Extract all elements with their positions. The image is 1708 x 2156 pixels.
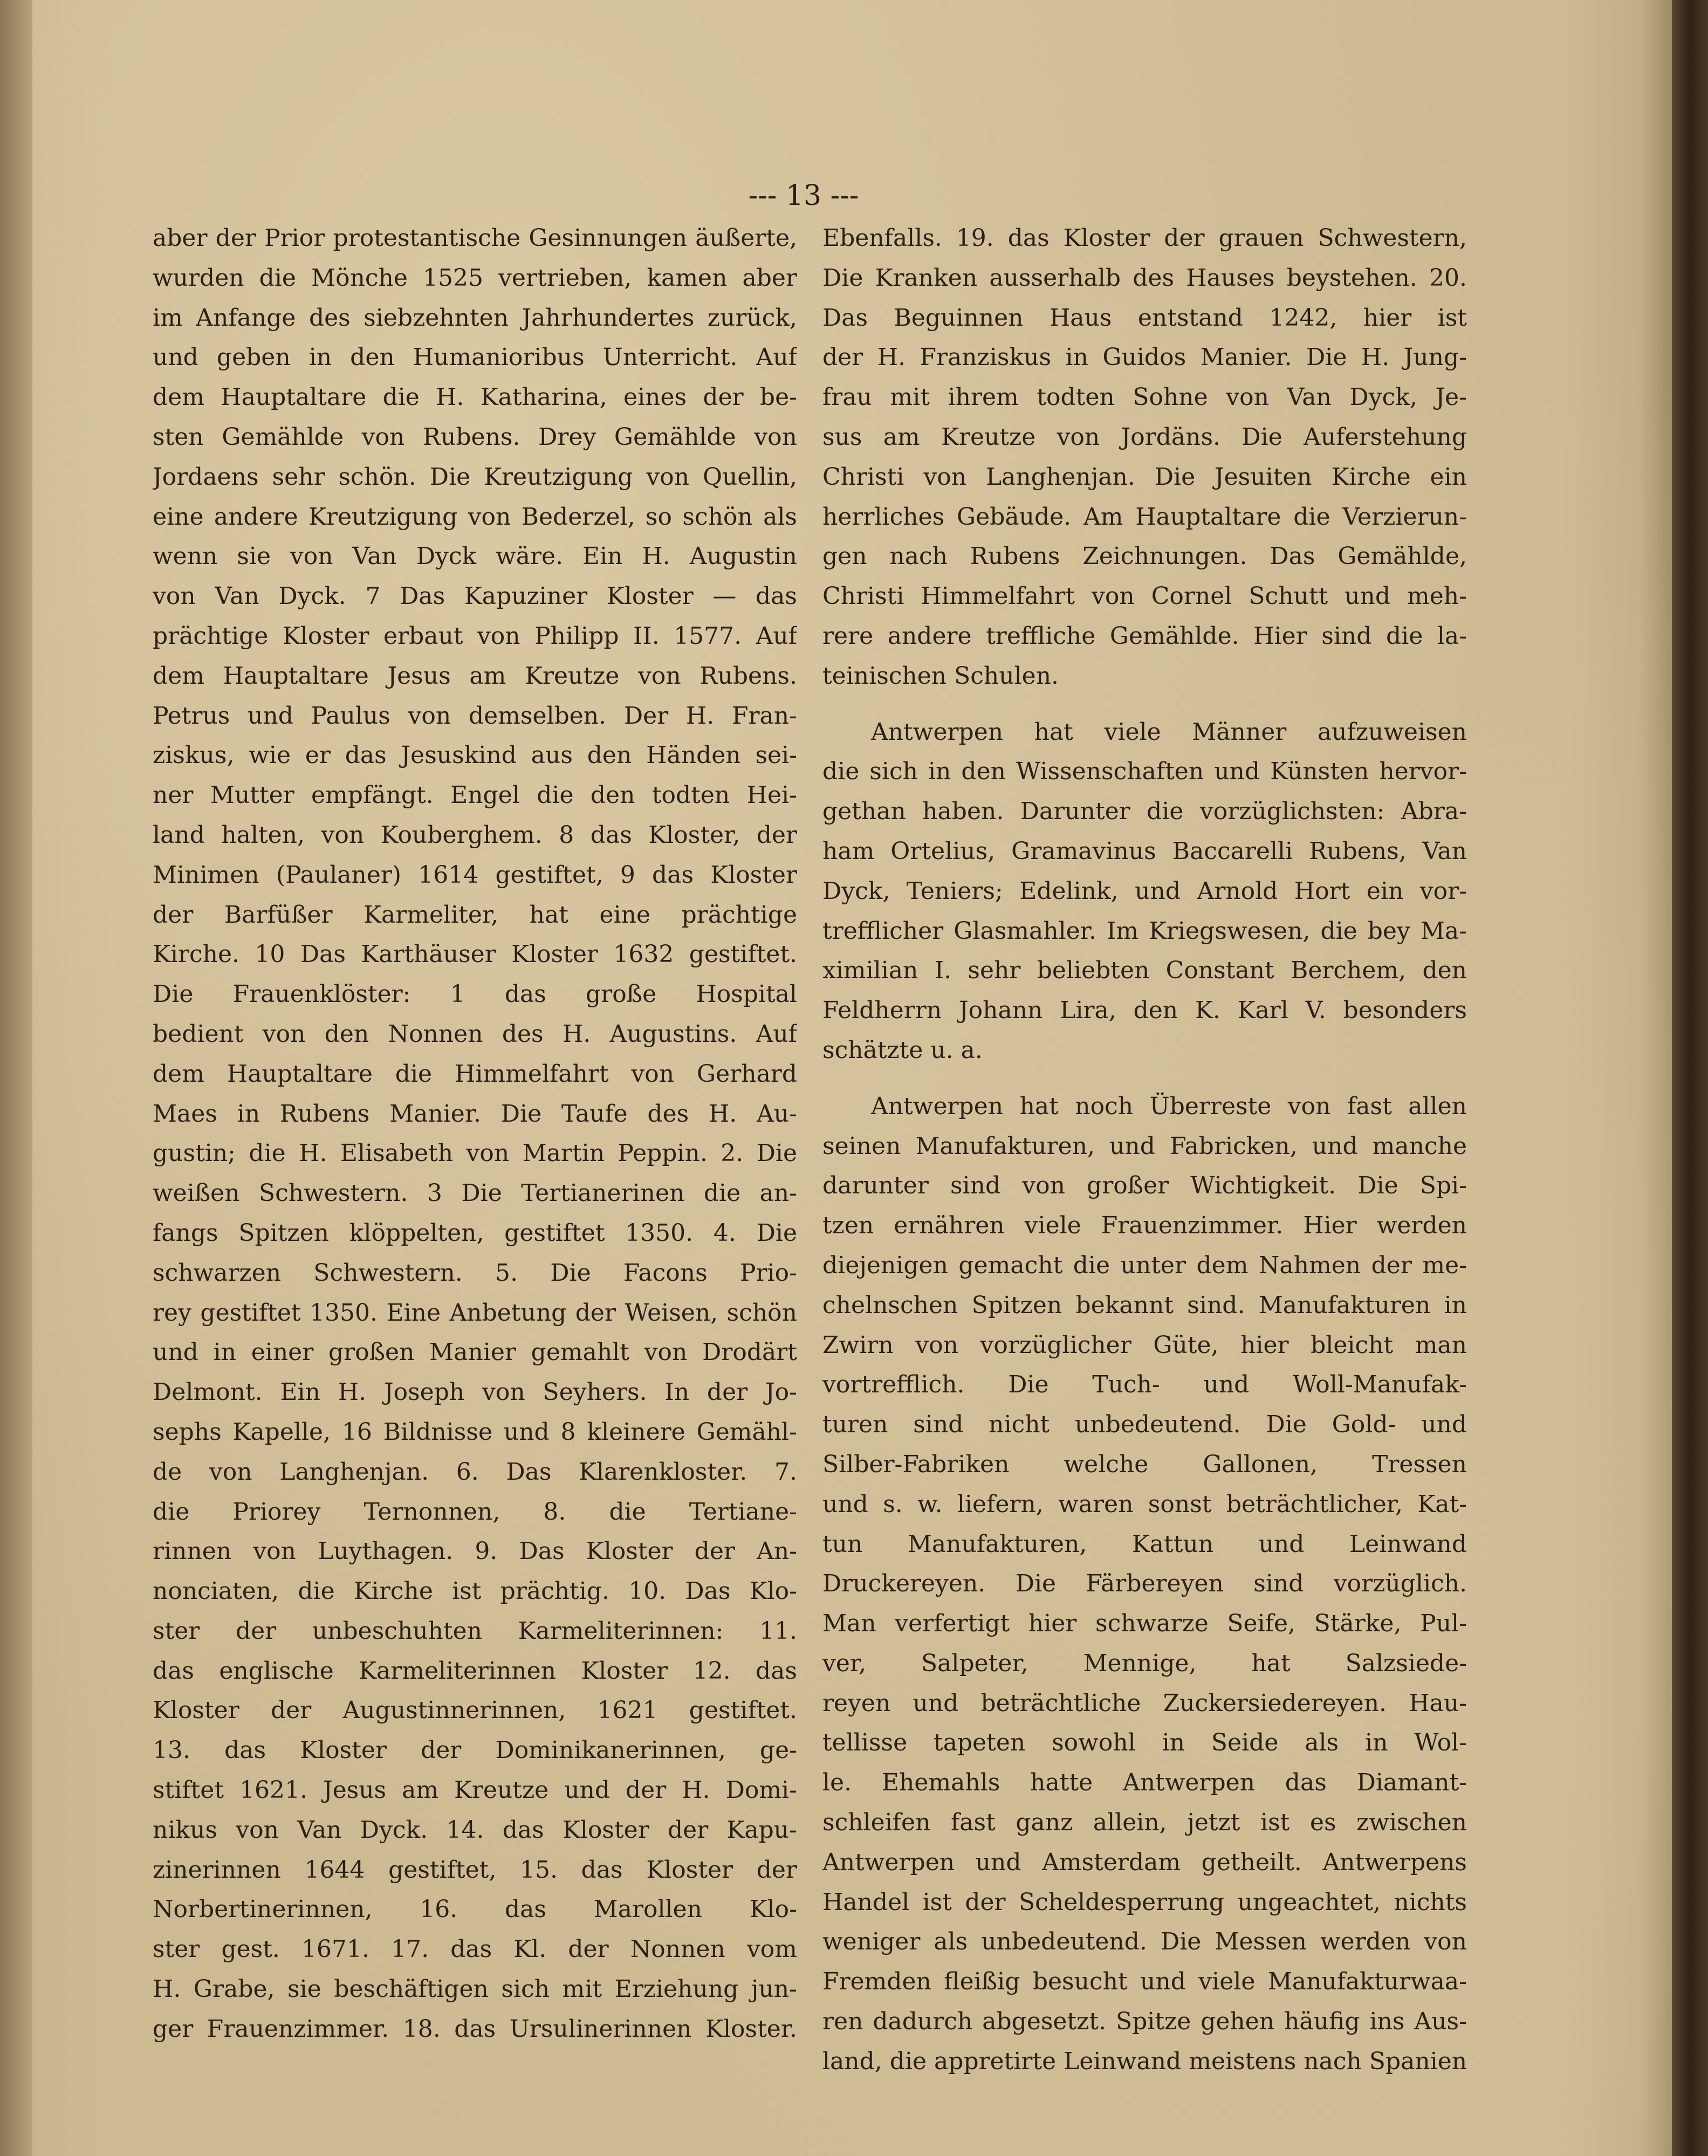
text-line: der H. Franziskus in Guidos Manier. Die H. Jung-: [822, 344, 1467, 372]
text-line: Druckereyen. Die Färbereyen sind vorzüglich.: [822, 1570, 1467, 1598]
text-line: 13. das Kloster der Dominikanerinnen, ge-: [153, 1736, 797, 1764]
text-line: weißen Schwestern. 3 Die Tertianerinen die an-: [153, 1179, 797, 1207]
text-line: gen nach Rubens Zeichnungen. Das Gemählde,: [822, 543, 1467, 571]
text-line: und in einer großen Manier gemahlt von Drodärt: [153, 1338, 797, 1367]
text-line: dem Hauptaltare Jesus am Kreutze von Rubens.: [153, 662, 797, 690]
text-line: H. Grabe, sie beschäftigen sich mit Erziehung jun-: [153, 1975, 797, 2003]
paragraph-churches: [822, 218, 1467, 696]
text-line: der Barfüßer Karmeliter, hat eine prächtige: [153, 901, 797, 929]
text-line: tun Manufakturen, Kattun und Leinwand: [822, 1530, 1467, 1558]
text-line: von Van Dyck. 7 Das Kapuziner Kloster — das: [153, 582, 797, 610]
text-line: weniger als unbedeutend. Die Messen werden von: [822, 1928, 1467, 1956]
text-line: Man verfertigt hier schwarze Seife, Stärke, Pul-: [822, 1610, 1467, 1638]
text-line: und geben in den Humanioribus Unterricht. Auf: [153, 344, 797, 372]
text-line: seinen Manufakturen, und Fabricken, und manche: [822, 1132, 1467, 1160]
text-line: sten Gemählde von Rubens. Drey Gemählde von: [153, 423, 797, 451]
text-line: dem Hauptaltare die H. Katharina, eines der be-: [153, 383, 797, 411]
text-line: Jordaens sehr schön. Die Kreutzigung von Quellin,: [153, 463, 797, 491]
text-line: zinerinnen 1644 gestiftet, 15. das Kloster der: [153, 1856, 797, 1884]
text-line: Ebenfalls. 19. das Kloster der grauen Schwestern,: [822, 224, 1467, 252]
page-left-edge: [0, 0, 32, 2156]
text-line: ger Frauenzimmer. 18. das Ursulinerinnen Kloster.: [153, 2015, 797, 2043]
text-line: gustin; die H. Elisabeth von Martin Peppin. 2. Die: [153, 1139, 797, 1168]
text-line: schleifen fast ganz allein, jetzt ist es zwischen: [822, 1809, 1467, 1837]
text-line: ximilian I. sehr beliebten Constant Berchem, den: [822, 957, 1467, 985]
text-line: fangs Spitzen klöppelten, gestiftet 1350. 4. Die: [153, 1219, 797, 1247]
text-line: Norbertinerinnen, 16. das Marollen Klo-: [153, 1896, 797, 1924]
text-line: Silber-Fabriken welche Gallonen, Tressen: [822, 1450, 1467, 1478]
text-line: prächtige Kloster erbaut von Philipp II. 1577. Auf: [153, 622, 797, 650]
text-line: und s. w. liefern, waren sonst beträchtlicher, Kat-: [822, 1490, 1467, 1518]
text-line: Antwerpen und Amsterdam getheilt. Antwerpens: [822, 1848, 1467, 1876]
right-text-column: [822, 218, 1467, 2082]
text-line: Antwerpen hat viele Männer aufzuweisen: [871, 718, 1467, 746]
text-line: land, die appretirte Leinwand meistens nach Spanien: [822, 2047, 1467, 2075]
text-line: Feldherrn Johann Lira, den K. Karl V. besonders: [822, 997, 1467, 1025]
text-line: Die Frauenklöster: 1 das große Hospital: [153, 980, 797, 1008]
text-line: turen sind nicht unbedeutend. Die Gold- und: [822, 1411, 1467, 1439]
text-line: rinnen von Luythagen. 9. Das Kloster der An-: [153, 1537, 797, 1565]
text-line: tzen ernähren viele Frauenzimmer. Hier werden: [822, 1212, 1467, 1240]
text-line: die Priorey Ternonnen, 8. die Tertiane-: [153, 1498, 797, 1526]
text-line: schätzte u. a.: [822, 1036, 983, 1064]
text-line: ver, Salpeter, Mennige, hat Salzsiede-: [822, 1649, 1467, 1677]
text-line: eine andere Kreutzigung von Bederzel, so schön als: [153, 503, 797, 531]
text-line: Kirche. 10 Das Karthäuser Kloster 1632 gestiftet.: [153, 940, 797, 969]
text-line: ster der unbeschuhten Karmeliterinnen: 11.: [153, 1617, 797, 1645]
text-line: nonciaten, die Kirche ist prächtig. 10. Das Klo-: [153, 1577, 797, 1605]
text-line: Christi von Langhenjan. Die Jesuiten Kirche ein: [822, 463, 1467, 491]
text-line: Maes in Rubens Manier. Die Taufe des H. Au-: [153, 1100, 797, 1128]
text-line: das englische Karmeliterinnen Kloster 12. das: [153, 1657, 797, 1685]
text-line: ren dadurch abgesetzt. Spitze gehen häufig ins Aus-: [822, 2008, 1467, 2036]
text-line: tellisse tapeten sowohl in Seide als in Wol-: [822, 1729, 1467, 1757]
text-line: Minimen (Paulaner) 1614 gestiftet, 9 das Kloster: [153, 861, 797, 889]
text-line: bedient von den Nonnen des H. Augustins. Auf: [153, 1020, 797, 1048]
text-line: frau mit ihrem todten Sohne von Van Dyck, Je-: [822, 383, 1467, 411]
text-line: ham Ortelius, Gramavinus Baccarelli Rubens, Van: [822, 837, 1467, 865]
text-line: nikus von Van Dyck. 14. das Kloster der Kapu-: [153, 1816, 797, 1844]
text-line: Delmont. Ein H. Joseph von Seyhers. In der Jo-: [153, 1378, 797, 1406]
paragraph-manufactures: [822, 1087, 1467, 2082]
text-line: Christi Himmelfahrt von Cornel Schutt und meh-: [822, 582, 1467, 610]
paragraph-notable-men: [822, 712, 1467, 1070]
text-line: rere andere treffliche Gemählde. Hier sind die la-: [822, 622, 1467, 650]
text-line: wurden die Mönche 1525 vertrieben, kamen aber: [153, 264, 797, 292]
text-line: Fremden fleißig besucht und viele Manufakturwaa-: [822, 1968, 1467, 1996]
text-line: sus am Kreutze von Jordäns. Die Auferstehung: [822, 423, 1467, 451]
text-line: Kloster der Augustinnerinnen, 1621 gestiftet.: [153, 1697, 797, 1725]
text-line: reyen und beträchtliche Zuckersiedereyen. Hau-: [822, 1689, 1467, 1717]
book-binding-edge: [1672, 0, 1708, 2156]
text-line: land halten, von Kouberghem. 8 das Kloster, der: [153, 821, 797, 849]
text-line: ner Mutter empfängt. Engel die den todten Hei-: [153, 781, 797, 809]
text-line: Petrus und Paulus von demselben. Der H. Fran-: [153, 702, 797, 730]
text-line: stiftet 1621. Jesus am Kreutze und der H. Domi-: [153, 1776, 797, 1804]
text-line: le. Ehemahls hatte Antwerpen das Diamant-: [822, 1769, 1467, 1797]
text-line: diejenigen gemacht die unter dem Nahmen der me-: [822, 1251, 1467, 1279]
left-text-column: [153, 218, 797, 2049]
text-line: trefflicher Glasmahler. Im Kriegswesen, die bey Ma-: [822, 917, 1467, 945]
text-line: die sich in den Wissenschaften und Künsten hervor-: [822, 758, 1467, 786]
text-line: chelnschen Spitzen bekannt sind. Manufakturen in: [822, 1291, 1467, 1319]
text-line: teinischen Schulen.: [822, 662, 1059, 690]
text-line: im Anfange des siebzehnten Jahrhundertes zurück,: [153, 304, 797, 332]
text-line: Antwerpen hat noch Überreste von fast allen: [871, 1092, 1467, 1120]
text-line: vortrefflich. Die Tuch- und Woll-Manufak-: [822, 1371, 1467, 1399]
paragraph-gap: [822, 696, 1467, 712]
text-line: darunter sind von großer Wichtigkeit. Die Spi-: [822, 1172, 1467, 1200]
text-line: de von Langhenjan. 6. Das Klarenkloster. 7.: [153, 1458, 797, 1486]
text-line: sephs Kapelle, 16 Bildnisse und 8 kleinere Gemähl-: [153, 1418, 797, 1446]
page-number-header: --- 13 ---: [748, 180, 859, 212]
text-line: ziskus, wie er das Jesuskind aus den Händen sei-: [153, 741, 797, 770]
text-line: Dyck, Teniers; Edelink, und Arnold Hort ein vor-: [822, 877, 1467, 905]
text-line: herrliches Gebäude. Am Hauptaltare die Verzierun-: [822, 503, 1467, 531]
text-line: Zwirn von vorzüglicher Güte, hier bleicht man: [822, 1331, 1467, 1359]
text-line: wenn sie von Van Dyck wäre. Ein H. Augustin: [153, 543, 797, 571]
text-line: dem Hauptaltare die Himmelfahrt von Gerhard: [153, 1060, 797, 1088]
text-line: ster gest. 1671. 17. das Kl. der Nonnen vom: [153, 1935, 797, 1963]
text-line: Das Beguinnen Haus entstand 1242, hier ist: [822, 304, 1467, 332]
paragraph-gap: [822, 1070, 1467, 1087]
text-line: schwarzen Schwestern. 5. Die Facons Prio-: [153, 1259, 797, 1287]
text-line: aber der Prior protestantische Gesinnungen äußerte,: [153, 224, 797, 252]
text-line: Die Kranken ausserhalb des Hauses beystehen. 20.: [822, 264, 1467, 292]
text-line: rey gestiftet 1350. Eine Anbetung der Weisen, schön: [153, 1299, 797, 1327]
text-line: gethan haben. Darunter die vorzüglichsten: Abra-: [822, 798, 1467, 826]
text-line: Handel ist der Scheldesperrung ungeachtet, nichts: [822, 1888, 1467, 1916]
